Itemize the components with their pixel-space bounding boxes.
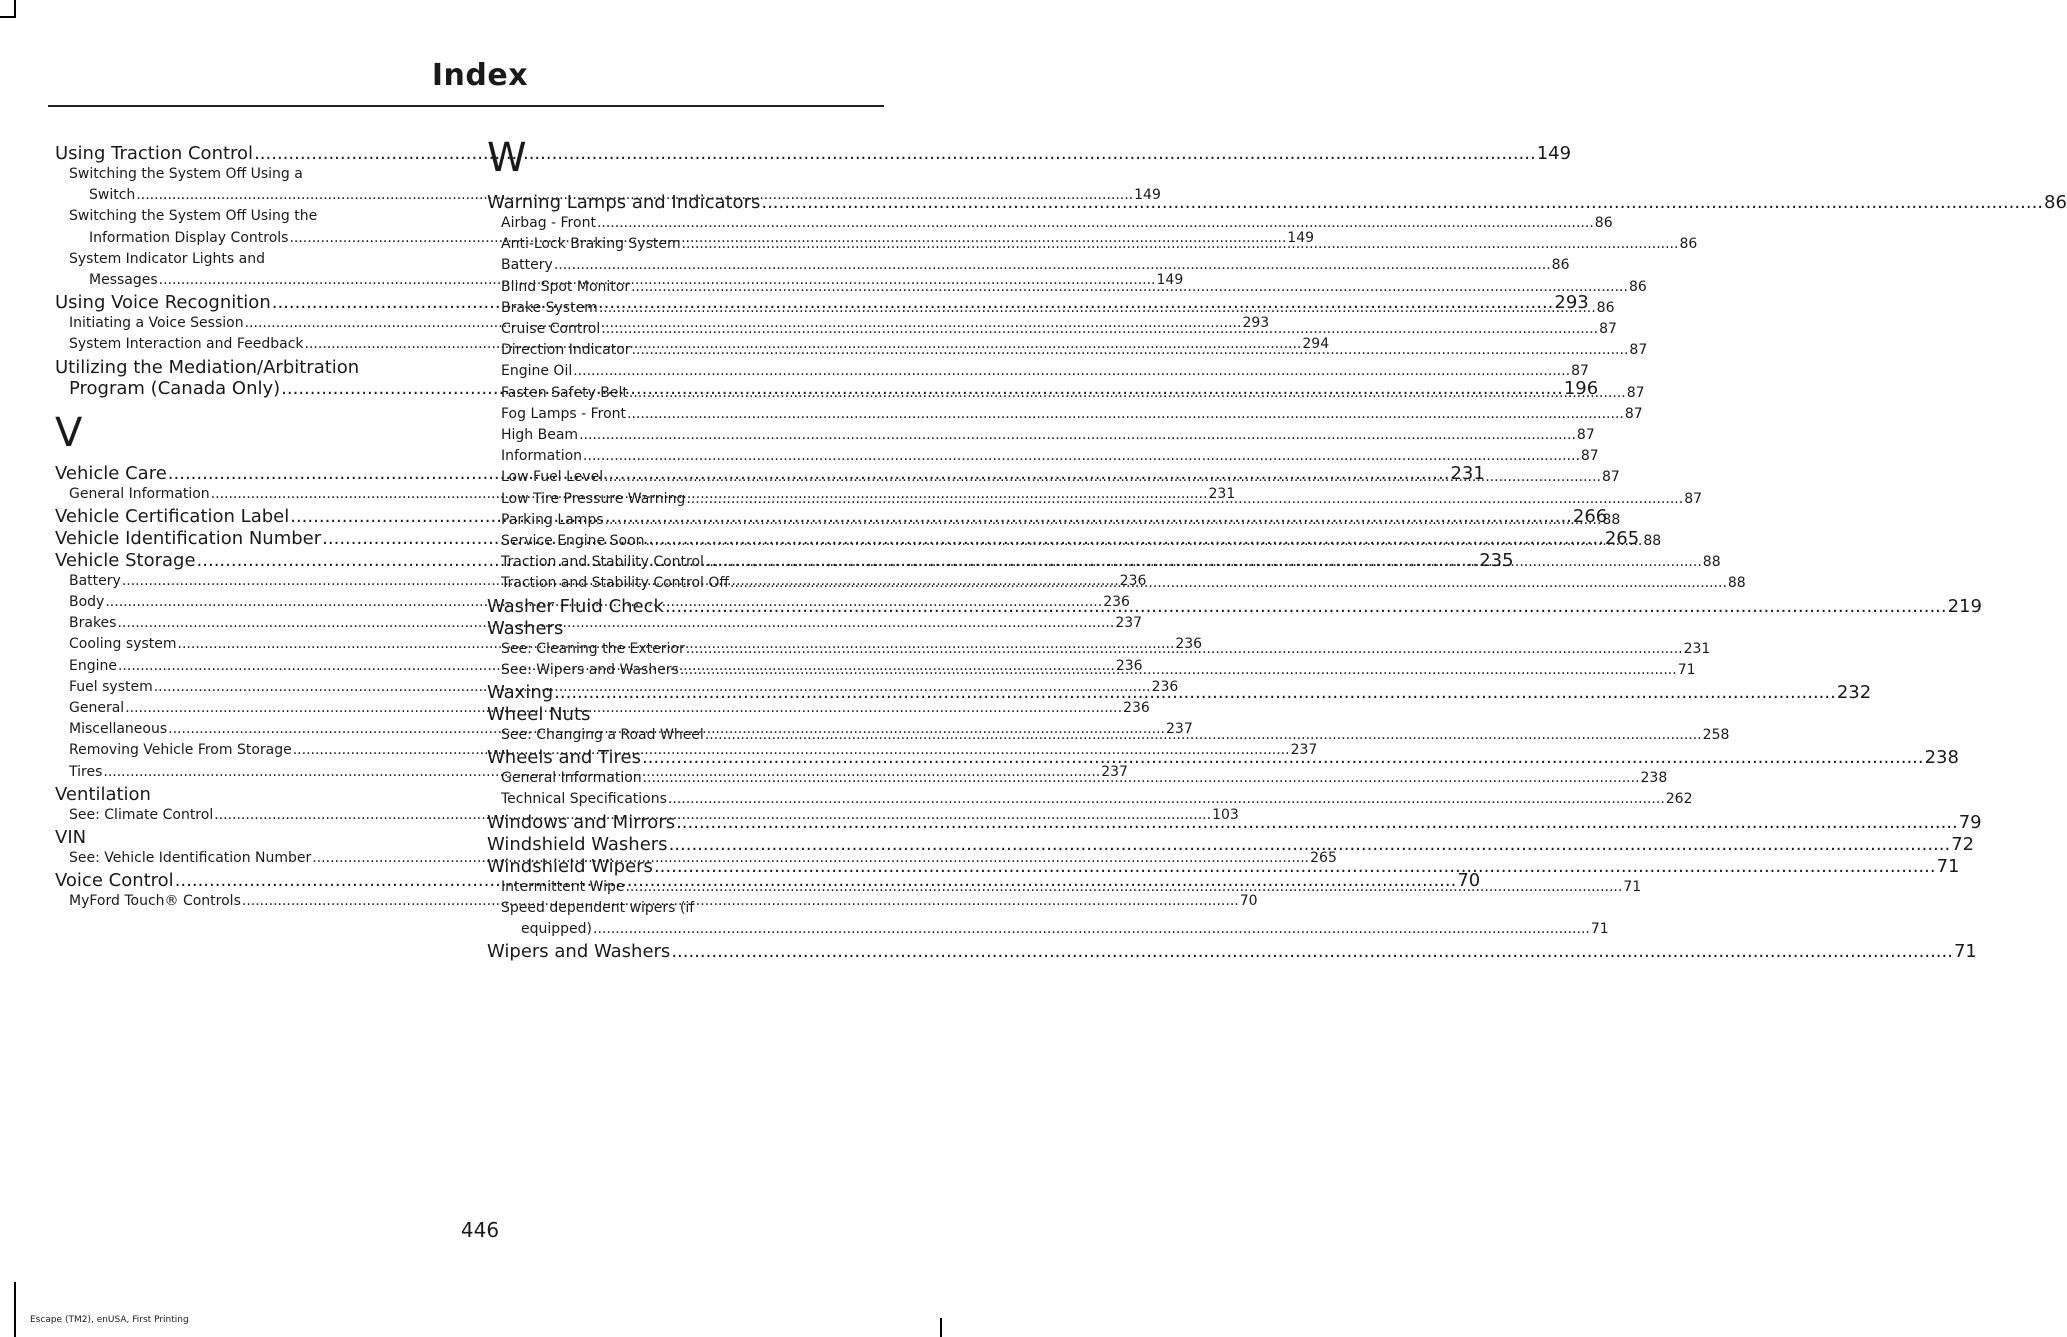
page-title: Index [431,58,529,93]
section-letter: W [487,135,527,181]
index-entry[interactable]: Voice Control ..... 70 [55,870,445,891]
index-subentry[interactable]: See: Changing a Road Wheel ..... 258 [487,725,877,746]
index-entry[interactable]: Windshield Wipers ..... 71 [487,856,877,877]
index-subentry[interactable]: Low Fuel Level ..... 87 [487,467,877,488]
index-entry[interactable]: Vehicle Storage ..... 235 [55,550,445,571]
index-entry[interactable]: Using Voice Recognition ..... 293 [55,292,445,313]
index-subentry[interactable]: Technical Specifications ..... 262 [487,789,877,810]
index-subentry[interactable]: Brake System ..... 86 [487,298,877,319]
index-entry[interactable]: Warning Lamps and Indicators ..... 86 [487,192,877,213]
index-subentry[interactable]: See: Cleaning the Exterior ..... 231 [487,639,877,660]
index-subentry[interactable]: General Information ..... 238 [487,768,877,789]
index-subentry[interactable]: Tires ..... 237 [55,762,445,783]
index-subentry[interactable]: Blind Spot Monitor ..... 86 [487,277,877,298]
index-subentry[interactable]: Body ..... 236 [55,592,445,613]
index-heading: Ventilation [55,783,151,805]
index-subentry[interactable]: Switching the System Off Using the Information Display Controls ..... 149 [55,206,445,248]
index-subentry[interactable]: Cruise Control ..... 87 [487,319,877,340]
section-letter: V [55,409,83,456]
index-subentry[interactable]: Service Engine Soon ..... 88 [487,531,877,552]
index-subentry[interactable]: Parking Lamps ..... 88 [487,510,877,531]
index-entry[interactable]: Vehicle Care ..... 231 [55,463,445,484]
index-subentry[interactable]: See: Climate Control ..... 103 [55,805,445,826]
index-entry[interactable]: Vehicle Identification Number ..... 265 [55,528,445,549]
index-subentry[interactable]: Fuel system ..... 236 [55,677,445,698]
index-entry[interactable]: Windows and Mirrors ..... 79 [487,812,877,833]
index-entry[interactable]: Wheels and Tires ..... 238 [487,747,877,768]
index-subentry[interactable]: Brakes ..... 237 [55,613,445,634]
index-heading: Wheel Nuts [487,704,591,726]
index-subentry[interactable]: MyFord Touch® Controls ..... 70 [55,891,445,912]
index-subentry[interactable]: Anti-Lock Braking System ..... 86 [487,234,877,255]
index-subentry[interactable]: Fog Lamps - Front ..... 87 [487,404,877,425]
crop-mark [14,1282,16,1337]
index-heading: VIN [55,827,87,849]
index-subentry[interactable]: Low Tire Pressure Warning ..... 87 [487,489,877,510]
index-subentry[interactable]: Speed dependent wipers (if equipped) ..... 71 [487,898,877,940]
index-subentry[interactable]: Direction Indicator ..... 87 [487,340,877,361]
index-entry[interactable]: Using Traction Control ..... 149 [55,143,445,164]
edition-footer: Escape (TM2), enUSA, First Printing [30,1315,189,1325]
index-subentry[interactable]: Battery ..... 236 [55,571,445,592]
index-subentry[interactable]: See: Wipers and Washers ..... 71 [487,660,877,681]
page-number: 446 [460,1218,500,1242]
index-subentry[interactable]: High Beam ..... 87 [487,425,877,446]
index-heading: Washers [487,617,564,639]
index-subentry[interactable]: Information ..... 87 [487,446,877,467]
index-entry[interactable]: Waxing ..... 232 [487,682,877,703]
index-subentry[interactable]: General ..... 236 [55,698,445,719]
index-entry[interactable]: Vehicle Certification Label ..... 266 [55,506,445,527]
header-divider [48,105,884,107]
index-subentry[interactable]: Removing Vehicle From Storage ..... 237 [55,740,445,761]
index-subentry[interactable]: Battery ..... 86 [487,255,877,276]
crop-mark [0,16,16,18]
index-subentry[interactable]: Engine Oil ..... 87 [487,361,877,382]
index-entry[interactable]: Utilizing the Mediation/Arbitration Program (Canada Only) ..... 196 [55,357,445,399]
index-subentry[interactable]: Traction and Stability Control ..... 88 [487,552,877,573]
index-subentry[interactable]: See: Vehicle Identification Number ..... 265 [55,848,445,869]
index-subentry[interactable]: Initiating a Voice Session ..... 293 [55,313,445,334]
index-subentry[interactable]: Intermittent Wipe ..... 71 [487,877,877,898]
index-subentry[interactable]: Miscellaneous ..... 237 [55,719,445,740]
index-subentry[interactable]: Engine ..... 236 [55,656,445,677]
index-entry[interactable]: Wipers and Washers ..... 71 [487,941,877,962]
index-subentry[interactable]: Airbag - Front ..... 86 [487,213,877,234]
index-subentry[interactable]: Switching the System Off Using a Switch ..... 149 [55,164,445,206]
index-subentry[interactable]: System Interaction and Feedback ..... 294 [55,334,445,355]
crop-mark [940,1318,942,1337]
index-entry[interactable]: Windshield Washers ..... 72 [487,834,877,855]
index-subentry[interactable]: Traction and Stability Control Off ..... 88 [487,573,877,594]
index-entry[interactable]: Washer Fluid Check ..... 219 [487,596,877,617]
index-subentry[interactable]: Cooling system ..... 236 [55,634,445,655]
index-subentry[interactable]: System Indicator Lights and Messages ..... 149 [55,249,445,291]
index-subentry[interactable]: General Information ..... 231 [55,484,445,505]
index-subentry[interactable]: Fasten Safety Belt ..... 87 [487,383,877,404]
